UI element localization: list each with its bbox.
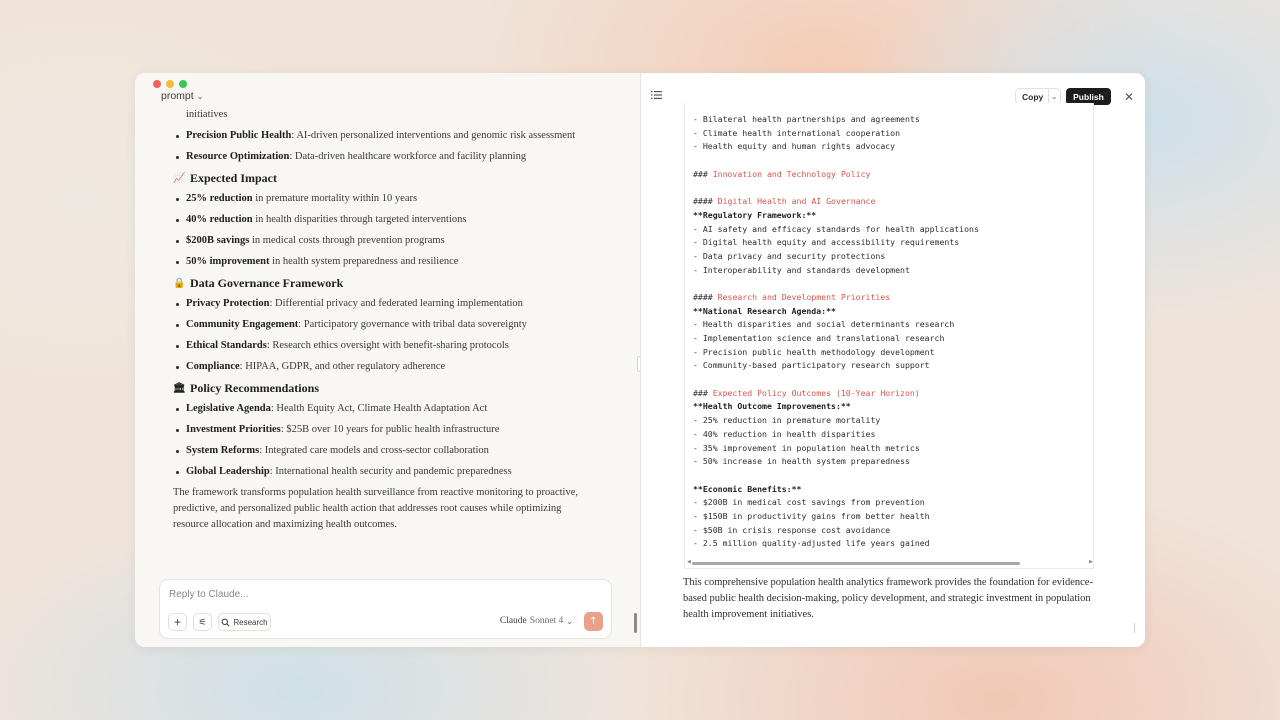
section-emoji-icon: 🔒	[173, 278, 186, 289]
code-line	[693, 181, 979, 195]
search-icon	[221, 618, 230, 627]
list-item-bold: Investment Priorities	[186, 424, 281, 435]
code-text: - 35% improvement in population health metrics	[693, 442, 920, 453]
code-text: - Data privacy and security protections	[693, 250, 886, 261]
code-content	[693, 113, 979, 551]
code-line	[693, 318, 979, 332]
research-label: Research	[233, 617, 268, 627]
code-line	[693, 113, 979, 127]
code-line	[693, 469, 979, 483]
list-item-bold: Legislative Agenda	[186, 403, 271, 414]
list-item	[173, 233, 613, 249]
app-window	[135, 73, 1145, 647]
close-window-button[interactable]	[153, 80, 161, 88]
list-item-text: : HIPAA, GDPR, and other regulatory adherence	[239, 361, 446, 372]
artifact-scrollbar[interactable]	[1134, 623, 1135, 633]
conversation-title: prompt	[161, 90, 194, 102]
code-text: - Bilateral health partnerships and agreements	[693, 114, 920, 124]
code-text: - Precision public health methodology development	[693, 346, 935, 357]
truncated-line: initiatives	[186, 109, 228, 120]
reply-input[interactable]: Reply to Claude...	[169, 589, 249, 600]
maximize-window-button[interactable]	[179, 80, 187, 88]
list-item	[173, 338, 613, 354]
code-line	[693, 277, 979, 291]
list-item	[173, 149, 613, 165]
chat-pane	[135, 73, 640, 647]
list-item-text: in premature mortality within 10 years	[252, 193, 418, 204]
code-text: - $50B in crisis response cost avoidance	[693, 524, 891, 535]
summary-paragraph: The framework transforms population health surveillance from reactive monitoring to proactive, predictive, and personalized public health action that addresses root causes while optimizing resource allocation and maximizing health outcomes.	[173, 487, 578, 530]
section-title: Data Governance Framework	[190, 276, 344, 290]
code-line	[693, 250, 979, 264]
code-text: - AI safety and efficacy standards for health applications	[693, 223, 979, 234]
tools-button[interactable]: ⚟	[193, 613, 212, 631]
section-emoji-icon: 🏛	[173, 383, 186, 394]
list-item-text: : Health Equity Act, Climate Health Adaptation Act	[270, 403, 488, 414]
list-item-text: : Integrated care models and cross-sector collaboration	[259, 445, 489, 456]
code-line	[693, 483, 979, 497]
code-text: - 40% reduction in health disparities	[693, 428, 876, 439]
code-text: **National Research Agenda:**	[693, 305, 836, 316]
bullet-list	[173, 191, 613, 270]
list-item	[173, 296, 613, 312]
code-text: - Implementation science and translational research	[693, 333, 945, 343]
code-text: - Health disparities and social determinants research	[693, 319, 955, 330]
code-line	[693, 524, 979, 538]
research-button[interactable]	[218, 613, 271, 631]
artifact-summary: This comprehensive population health analytics framework provides the foundation for evidence-based public health decision-making, policy development, and strategic investment in population health improvement initiatives.	[683, 577, 1093, 620]
code-line	[693, 332, 979, 346]
code-line	[693, 209, 979, 223]
code-line	[693, 291, 979, 305]
list-item-bold: Community Engagement	[186, 319, 299, 330]
code-heading-prefix: ###	[693, 168, 713, 179]
bullet-list	[173, 128, 613, 165]
list-item-bold: $200B savings	[186, 235, 250, 246]
close-icon[interactable]: ✕	[1123, 89, 1135, 104]
code-block	[684, 103, 1094, 569]
list-item-text: in health disparities through targeted interventions	[252, 214, 467, 225]
model-version: Sonnet 4	[529, 616, 564, 626]
bullet-list	[173, 401, 613, 480]
code-text: - Community-based participatory research support	[693, 360, 930, 371]
code-line	[693, 496, 979, 510]
code-text: **Regulatory Framework:**	[693, 209, 817, 220]
section-heading	[173, 381, 613, 396]
code-line	[693, 154, 979, 168]
reply-composer[interactable]	[159, 579, 612, 639]
code-line	[693, 195, 979, 209]
list-item	[173, 401, 613, 417]
code-line	[693, 510, 979, 524]
scroll-right-icon[interactable]: ▶	[1089, 559, 1093, 565]
code-line	[693, 305, 979, 319]
list-item-bold: System Reforms	[186, 445, 260, 456]
code-line	[693, 414, 979, 428]
code-heading-prefix: ####	[693, 291, 718, 302]
code-line	[693, 442, 979, 456]
section-emoji-icon: 📈	[173, 173, 186, 184]
code-line	[693, 127, 979, 141]
code-text: - Digital health equity and accessibility requirements	[693, 237, 960, 248]
list-item	[173, 128, 613, 144]
code-text: - Interoperability and standards development	[693, 264, 910, 275]
list-item	[173, 317, 613, 333]
list-icon[interactable]	[651, 90, 662, 100]
list-item-text: : Research ethics oversight with benefit-sharing protocols	[266, 340, 509, 351]
code-heading-prefix: ###	[693, 387, 713, 398]
list-item-bold: Ethical Standards	[186, 340, 267, 351]
chevron-down-icon: ⌄	[196, 91, 204, 101]
list-item	[173, 191, 613, 207]
add-attachment-button[interactable]: +	[168, 613, 187, 631]
code-line	[693, 428, 979, 442]
list-item	[173, 254, 613, 270]
copy-label: Copy	[1016, 89, 1049, 104]
section-title: Expected Impact	[190, 171, 277, 185]
list-item-bold: Precision Public Health	[186, 130, 292, 141]
list-item-bold: 40% reduction	[186, 214, 253, 225]
list-item-text: : $25B over 10 years for public health infrastructure	[280, 424, 500, 435]
list-item-text: : Participatory governance with tribal data sovereignty	[298, 319, 527, 330]
code-line	[693, 168, 979, 182]
code-text: - $200B in medical cost savings from prevention	[693, 497, 925, 508]
code-text: - $150B in productivity gains from better health	[693, 510, 930, 521]
list-item-text: : Data-driven healthcare workforce and facility planning	[289, 151, 527, 162]
code-text: - Health equity and human rights advocacy	[693, 141, 896, 152]
model-name: Claude	[499, 616, 527, 626]
code-text: **Health Outcome Improvements:**	[693, 401, 851, 412]
code-line	[693, 537, 979, 551]
list-item-bold: 50% improvement	[186, 256, 270, 267]
code-line	[693, 455, 979, 469]
window-controls	[153, 80, 187, 88]
code-line	[693, 387, 979, 401]
chat-scrollbar[interactable]	[634, 613, 637, 633]
code-line	[693, 400, 979, 414]
code-text: - 50% increase in health system preparedness	[693, 456, 910, 467]
code-heading-text: Digital Health and AI Governance	[717, 196, 876, 207]
list-item-bold: 25% reduction	[186, 193, 253, 204]
list-item-text: in health system preparedness and resilience	[269, 256, 459, 267]
scrollbar-thumb[interactable]	[692, 562, 1020, 565]
model-selector[interactable]	[500, 616, 573, 626]
code-heading-text: Expected Policy Outcomes (10-Year Horizon)	[712, 387, 920, 398]
code-line	[693, 373, 979, 387]
section-title: Policy Recommendations	[190, 381, 319, 395]
arrow-up-icon: ↑	[589, 616, 598, 627]
list-item-text: : AI-driven personalized interventions and genomic risk assessment	[291, 130, 576, 141]
list-item-bold: Compliance	[186, 361, 240, 372]
code-text: - 25% reduction in premature mortality	[693, 415, 881, 426]
minimize-window-button[interactable]	[166, 80, 174, 88]
list-item	[173, 359, 613, 375]
code-heading-text: Research and Development Priorities	[717, 291, 891, 302]
artifact-pane	[640, 73, 1145, 647]
send-button[interactable]	[584, 612, 603, 631]
message-content	[173, 109, 613, 533]
code-heading-text: Innovation and Technology Policy	[712, 168, 871, 179]
list-item-bold: Resource Optimization	[186, 151, 290, 162]
conversation-title-menu[interactable]	[161, 90, 203, 102]
list-item-bold: Privacy Protection	[186, 298, 270, 309]
code-line	[693, 223, 979, 237]
chevron-down-icon: ⌄	[566, 616, 573, 626]
list-item	[173, 443, 613, 459]
code-line	[693, 359, 979, 373]
section-heading	[173, 276, 613, 291]
code-line	[693, 264, 979, 278]
list-item-text: : International health security and pandemic preparedness	[269, 466, 512, 477]
list-item-bold: Global Leadership	[186, 466, 270, 477]
code-heading-prefix: ####	[693, 196, 718, 207]
sections-container	[173, 171, 613, 480]
code-text: - 2.5 million quality-adjusted life years gained	[693, 538, 930, 549]
list-item	[173, 212, 613, 228]
code-text: - Climate health international cooperation	[693, 127, 901, 138]
list-item-text: : Differential privacy and federated learning implementation	[269, 298, 523, 309]
code-line	[693, 140, 979, 154]
chevron-down-icon[interactable]: ⌄	[1051, 93, 1058, 101]
code-line	[693, 346, 979, 360]
code-line	[693, 236, 979, 250]
publish-button[interactable]: Publish	[1066, 88, 1111, 105]
horizontal-scrollbar[interactable]	[687, 559, 1093, 566]
list-item	[173, 422, 613, 438]
section-heading	[173, 171, 613, 186]
bullet-list	[173, 296, 613, 375]
code-text: **Economic Benefits:**	[693, 483, 802, 494]
list-item	[173, 464, 613, 480]
scroll-left-icon[interactable]: ◀	[687, 559, 691, 565]
list-item-text: in medical costs through prevention programs	[249, 235, 445, 246]
